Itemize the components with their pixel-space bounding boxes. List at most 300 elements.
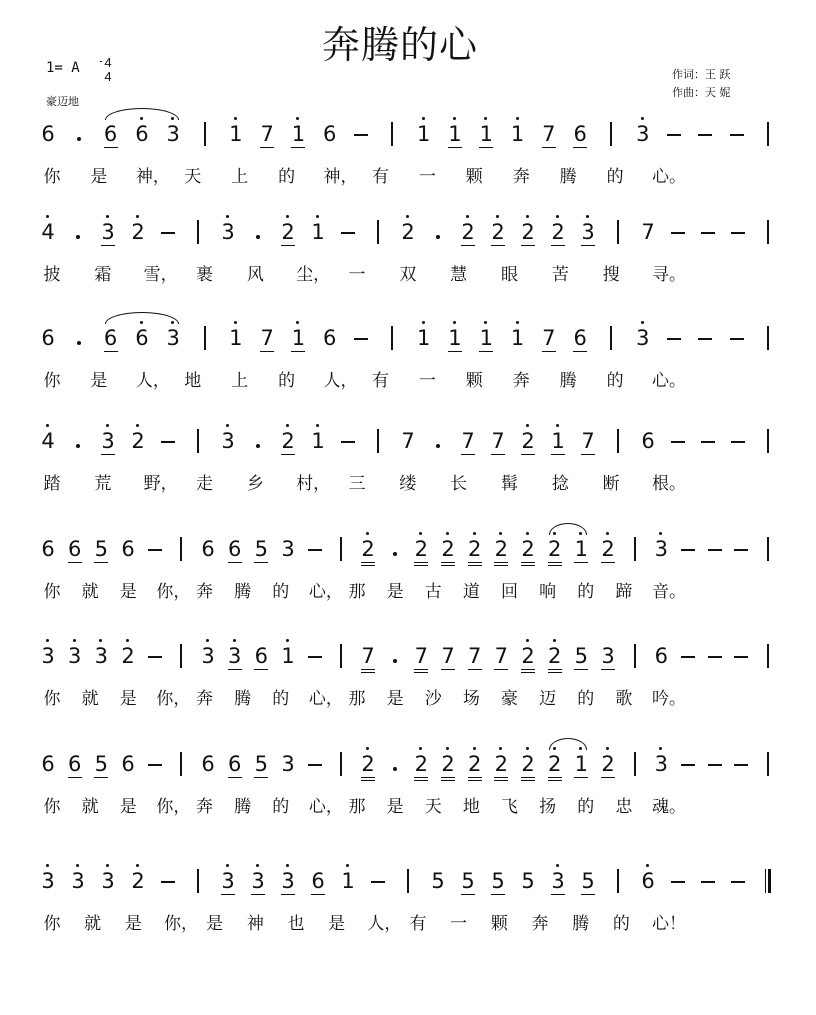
lyric-syllable: 风	[246, 265, 264, 285]
lyric-syllable: 魂。	[652, 797, 686, 817]
lyric-syllable: 回	[501, 582, 518, 602]
lyric-syllable: 是	[119, 582, 137, 602]
lyric-syllable: 响	[539, 582, 557, 602]
note: 4	[41, 220, 55, 244]
note: 6	[227, 752, 242, 776]
note: 2	[521, 429, 535, 453]
lyric-syllable: 场	[462, 689, 480, 709]
lyric-syllable: 古	[424, 582, 442, 602]
slur	[549, 738, 588, 750]
lyric-syllable: 腾	[234, 582, 252, 602]
lyric-syllable: 人，	[367, 914, 402, 934]
note: 2	[601, 537, 615, 561]
note: 3	[281, 869, 295, 893]
note: 6	[201, 537, 215, 561]
barline	[180, 537, 182, 561]
lyric-syllable: 踏	[43, 474, 61, 494]
lyric-syllable: 的	[278, 371, 296, 391]
note: 6	[573, 122, 587, 146]
augmentation-dot	[76, 444, 80, 448]
note: 2	[281, 220, 295, 244]
lyric-syllable: 慧	[450, 265, 468, 285]
lyric-syllable: 扬	[539, 797, 557, 817]
note: 1	[510, 326, 525, 350]
note: 1	[291, 122, 306, 146]
note: 3	[94, 644, 109, 668]
note: 6	[103, 326, 118, 350]
lyric-syllable: 眼	[501, 265, 518, 285]
lyric-syllable: 颗	[490, 914, 508, 934]
lyric-syllable: 神，	[323, 167, 358, 187]
extension-dash	[734, 764, 748, 766]
barline	[634, 752, 636, 776]
note: 3	[221, 220, 235, 244]
lyric-syllable: 的	[272, 689, 290, 709]
extension-dash	[734, 549, 748, 551]
lyric-syllable: 你	[43, 914, 61, 934]
extension-dash	[161, 441, 175, 443]
barline	[180, 752, 182, 776]
lyric-syllable: 一	[418, 167, 436, 187]
lyric-syllable: 心，	[308, 689, 343, 709]
barline	[767, 752, 769, 776]
lyric-syllable: 也	[287, 914, 305, 934]
note: 7	[260, 122, 274, 146]
note: 3	[101, 869, 115, 893]
note: 6	[135, 122, 149, 146]
lyric-syllable: 人，	[135, 371, 170, 391]
extension-dash	[371, 881, 385, 883]
augmentation-dot	[436, 444, 440, 448]
barline	[617, 429, 619, 453]
note: 2	[601, 752, 615, 776]
note: 3	[281, 537, 295, 561]
lyric-syllable: 奔	[512, 371, 530, 391]
song-title: 奔腾的心	[321, 23, 478, 67]
lyric-syllable: 的	[272, 582, 290, 602]
note: 5	[574, 644, 589, 668]
lyric-syllable: 裹	[196, 265, 213, 285]
lyric-syllable: 双	[399, 265, 417, 285]
extension-dash	[731, 232, 745, 234]
barline	[610, 122, 612, 146]
barline	[197, 220, 199, 244]
lyric-syllable: 是	[328, 914, 346, 934]
note: 7	[361, 644, 375, 668]
note: 7	[491, 429, 505, 453]
note: 7	[494, 644, 509, 668]
note: 5	[431, 869, 445, 893]
lyric-syllable: 腾	[559, 371, 577, 391]
barline	[180, 644, 182, 668]
augmentation-dot	[256, 235, 260, 239]
lyric-syllable: 腾	[234, 689, 252, 709]
lyric-syllable: 一	[450, 914, 468, 934]
lyric-syllable: 就	[84, 914, 102, 934]
note: 2	[547, 752, 562, 776]
lyric-syllable: 的	[577, 582, 595, 602]
lyric-syllable: 髯	[501, 474, 518, 494]
lyric-syllable: 苦	[551, 265, 569, 285]
lyric-syllable: 寻。	[652, 265, 686, 285]
lyric-syllable: 野，	[143, 474, 178, 494]
barline	[617, 869, 619, 893]
barline	[634, 537, 636, 561]
lyric-syllable: 的	[577, 689, 595, 709]
note: 1	[341, 869, 355, 893]
lyric-syllable: 你	[43, 371, 61, 391]
note: 6	[103, 122, 118, 146]
barline	[767, 537, 769, 561]
lyric-line	[0, 162, 816, 190]
note: 6	[254, 644, 269, 668]
note: 6	[121, 537, 135, 561]
augmentation-dot	[393, 552, 397, 556]
lyric-syllable: 上	[231, 371, 249, 391]
note: 3	[227, 644, 242, 668]
extension-dash	[730, 338, 744, 340]
lyricist-credit: 作词：王 跃	[672, 68, 731, 81]
extension-dash	[681, 549, 695, 551]
extension-dash	[341, 232, 355, 234]
note: 3	[221, 429, 235, 453]
barline	[767, 429, 769, 453]
note: 3	[166, 122, 180, 146]
note: 3	[221, 869, 235, 893]
note: 6	[67, 537, 82, 561]
lyric-syllable: 蹄	[615, 582, 633, 602]
lyric-syllable: 是	[119, 689, 137, 709]
lyric-syllable: 你，	[156, 797, 191, 817]
lyric-syllable: 那	[348, 797, 366, 817]
note: 3	[581, 220, 595, 244]
lyric-syllable: 奔	[531, 914, 549, 934]
lyric-syllable: 道	[462, 582, 480, 602]
lyric-syllable: 那	[348, 689, 366, 709]
note: 6	[41, 752, 55, 776]
lyric-syllable: 是	[386, 582, 404, 602]
note: 1	[291, 326, 306, 350]
note: 6	[41, 537, 55, 561]
lyric-syllable: 就	[81, 689, 99, 709]
lyric-syllable: 长	[450, 474, 468, 494]
note: 6	[201, 752, 215, 776]
time-numerator: 4	[104, 55, 112, 70]
note: 5	[254, 537, 269, 561]
lyric-syllable: 根。	[652, 474, 686, 494]
extension-dash	[708, 549, 722, 551]
barline	[767, 220, 769, 244]
notation-line	[0, 865, 816, 897]
lyric-syllable: 的	[606, 371, 624, 391]
note: 2	[441, 537, 455, 561]
note: 7	[441, 644, 455, 668]
lyric-syllable: 雪，	[143, 265, 178, 285]
note: 2	[547, 537, 562, 561]
lyric-syllable: 你，	[164, 914, 198, 934]
notation-line	[0, 425, 816, 457]
augmentation-dot	[436, 235, 440, 239]
lyric-line	[0, 684, 816, 712]
note: 1	[229, 122, 243, 146]
note: 1	[574, 752, 589, 776]
note: 6	[323, 326, 337, 350]
lyric-syllable: 就	[81, 797, 99, 817]
barline	[340, 752, 342, 776]
note: 3	[636, 326, 650, 350]
extension-dash	[698, 134, 712, 136]
extension-dash	[681, 656, 695, 658]
extension-dash	[161, 881, 175, 883]
lyric-syllable: 的	[272, 797, 290, 817]
note: 7	[414, 644, 429, 668]
note: 1	[416, 122, 431, 146]
note: 6	[135, 326, 149, 350]
barline	[197, 869, 199, 893]
lyric-syllable: 沙	[424, 689, 442, 709]
note: 7	[260, 326, 274, 350]
augmentation-dot	[393, 767, 397, 771]
barline	[617, 220, 619, 244]
extension-dash	[671, 881, 685, 883]
note: 3	[251, 869, 265, 893]
note: 2	[401, 220, 415, 244]
lyric-syllable: 奔	[196, 797, 213, 817]
augmentation-dot	[77, 341, 81, 345]
note: 1	[448, 326, 462, 350]
extension-dash	[701, 232, 715, 234]
note: 1	[311, 220, 325, 244]
notation-line	[0, 216, 816, 248]
lyric-line	[0, 909, 816, 937]
extension-dash	[308, 656, 322, 658]
lyric-syllable: 的	[612, 914, 630, 934]
lyric-syllable: 有	[371, 167, 389, 187]
lyric-syllable: 奔	[196, 689, 213, 709]
note: 3	[654, 752, 669, 776]
note: 2	[467, 752, 482, 776]
lyric-syllable: 颗	[465, 167, 483, 187]
note: 2	[131, 429, 145, 453]
augmentation-dot	[77, 137, 81, 141]
note: 1	[416, 326, 431, 350]
note: 7	[461, 429, 475, 453]
tempo-marking: 豪迈地	[46, 95, 79, 108]
note: 2	[491, 220, 505, 244]
lyric-syllable: 荒	[94, 474, 112, 494]
augmentation-dot	[393, 659, 397, 663]
note: 6	[573, 326, 587, 350]
notation-line	[0, 640, 816, 672]
lyric-syllable: 地	[184, 371, 202, 391]
note: 2	[121, 644, 135, 668]
extension-dash	[731, 441, 745, 443]
lyric-line	[0, 792, 816, 820]
barline	[197, 429, 199, 453]
note: 7	[542, 326, 556, 350]
lyric-syllable: 有	[409, 914, 427, 934]
lyric-syllable: 你，	[156, 689, 191, 709]
barline	[610, 326, 612, 350]
extension-dash	[148, 764, 162, 766]
note: 7	[641, 220, 655, 244]
lyric-syllable: 天	[184, 167, 202, 187]
lyric-syllable: 心，	[308, 797, 343, 817]
lyric-syllable: 飞	[501, 797, 518, 817]
lyric-syllable: 乡	[246, 474, 264, 494]
note: 3	[601, 644, 615, 668]
note: 1	[479, 326, 493, 350]
lyric-line	[0, 577, 816, 605]
note: 3	[166, 326, 180, 350]
note: 6	[641, 869, 655, 893]
note: 3	[101, 220, 115, 244]
lyric-syllable: 是	[386, 689, 404, 709]
lyric-syllable: 三	[348, 474, 366, 494]
note: 3	[636, 122, 650, 146]
barline	[391, 122, 393, 146]
note: 3	[101, 429, 115, 453]
note: 1	[229, 326, 243, 350]
note: 5	[461, 869, 475, 893]
note: 2	[131, 869, 145, 893]
note: 3	[41, 644, 55, 668]
augmentation-dot	[76, 235, 80, 239]
barline	[634, 644, 636, 668]
note: 2	[467, 537, 482, 561]
notation-line	[0, 533, 816, 565]
note: 1	[311, 429, 325, 453]
barline	[340, 644, 342, 668]
note: 2	[521, 537, 535, 561]
augmentation-dot	[256, 444, 260, 448]
note: 5	[94, 752, 109, 776]
extension-dash	[667, 134, 681, 136]
note: 5	[521, 869, 535, 893]
note: 2	[281, 429, 295, 453]
note: 1	[574, 537, 589, 561]
lyric-syllable: 断	[602, 474, 620, 494]
slur	[105, 108, 180, 120]
note: 6	[41, 326, 55, 350]
note: 2	[521, 644, 535, 668]
extension-dash	[708, 656, 722, 658]
lyric-syllable: 是	[90, 371, 108, 391]
lyric-syllable: 心。	[652, 167, 686, 187]
lyric-syllable: 捻	[551, 474, 569, 494]
lyric-syllable: 你，	[156, 582, 191, 602]
slur	[549, 523, 588, 535]
note: 2	[361, 537, 375, 561]
lyric-syllable: 腾	[572, 914, 590, 934]
extension-dash	[308, 549, 322, 551]
lyric-syllable: 搜	[602, 265, 620, 285]
slur	[105, 312, 180, 324]
lyric-syllable: 神，	[135, 167, 170, 187]
lyric-syllable: 霜	[94, 265, 112, 285]
barline	[204, 326, 206, 350]
extension-dash	[701, 881, 715, 883]
barline	[391, 326, 393, 350]
extension-dash	[354, 134, 368, 136]
lyric-line	[0, 260, 816, 288]
lyric-syllable: 迈	[539, 689, 557, 709]
lyric-syllable: 歌	[615, 689, 633, 709]
note: 7	[401, 429, 415, 453]
lyric-syllable: 是	[90, 167, 108, 187]
lyric-syllable: 豪	[501, 689, 518, 709]
lyric-syllable: 心，	[308, 582, 343, 602]
barline	[407, 869, 409, 893]
extension-dash	[681, 764, 695, 766]
lyric-syllable: 你	[43, 582, 61, 602]
lyric-syllable: 吟。	[652, 689, 686, 709]
lyric-syllable: 的	[606, 167, 624, 187]
note: 3	[201, 644, 215, 668]
key-signature: 1= A	[46, 60, 80, 76]
extension-dash	[701, 441, 715, 443]
lyric-syllable: 的	[577, 797, 595, 817]
notation-line	[0, 118, 816, 150]
time-divider	[100, 61, 102, 62]
lyric-line	[0, 366, 816, 394]
note: 2	[547, 644, 562, 668]
note: 7	[581, 429, 595, 453]
lyric-syllable: 地	[462, 797, 480, 817]
lyric-syllable: 心！	[652, 914, 686, 934]
note: 5	[254, 752, 269, 776]
notation-line	[0, 322, 816, 354]
note: 6	[67, 752, 82, 776]
note: 1	[448, 122, 462, 146]
note: 6	[121, 752, 135, 776]
lyric-syllable: 缕	[399, 474, 417, 494]
barline	[340, 537, 342, 561]
lyric-syllable: 是	[119, 797, 137, 817]
lyric-syllable: 音。	[652, 582, 686, 602]
extension-dash	[731, 881, 745, 883]
lyric-syllable: 是	[124, 914, 142, 934]
note: 3	[281, 752, 295, 776]
extension-dash	[308, 764, 322, 766]
note: 2	[494, 537, 509, 561]
barline	[377, 429, 379, 453]
barline	[767, 326, 769, 350]
barline	[377, 220, 379, 244]
lyric-syllable: 有	[371, 371, 389, 391]
extension-dash	[148, 656, 162, 658]
note: 2	[414, 537, 429, 561]
lyric-syllable: 腾	[559, 167, 577, 187]
lyric-syllable: 奔	[196, 582, 213, 602]
extension-dash	[161, 232, 175, 234]
note: 1	[479, 122, 493, 146]
note: 6	[323, 122, 337, 146]
barline	[204, 122, 206, 146]
note: 1	[551, 429, 565, 453]
extension-dash	[734, 656, 748, 658]
lyric-syllable: 你	[43, 797, 61, 817]
time-denominator: 4	[104, 69, 112, 84]
time-signature	[100, 56, 116, 84]
lyric-syllable: 是	[206, 914, 224, 934]
extension-dash	[708, 764, 722, 766]
note: 7	[542, 122, 556, 146]
note: 4	[41, 429, 55, 453]
note: 5	[94, 537, 109, 561]
barline	[767, 122, 769, 146]
note: 2	[361, 752, 375, 776]
